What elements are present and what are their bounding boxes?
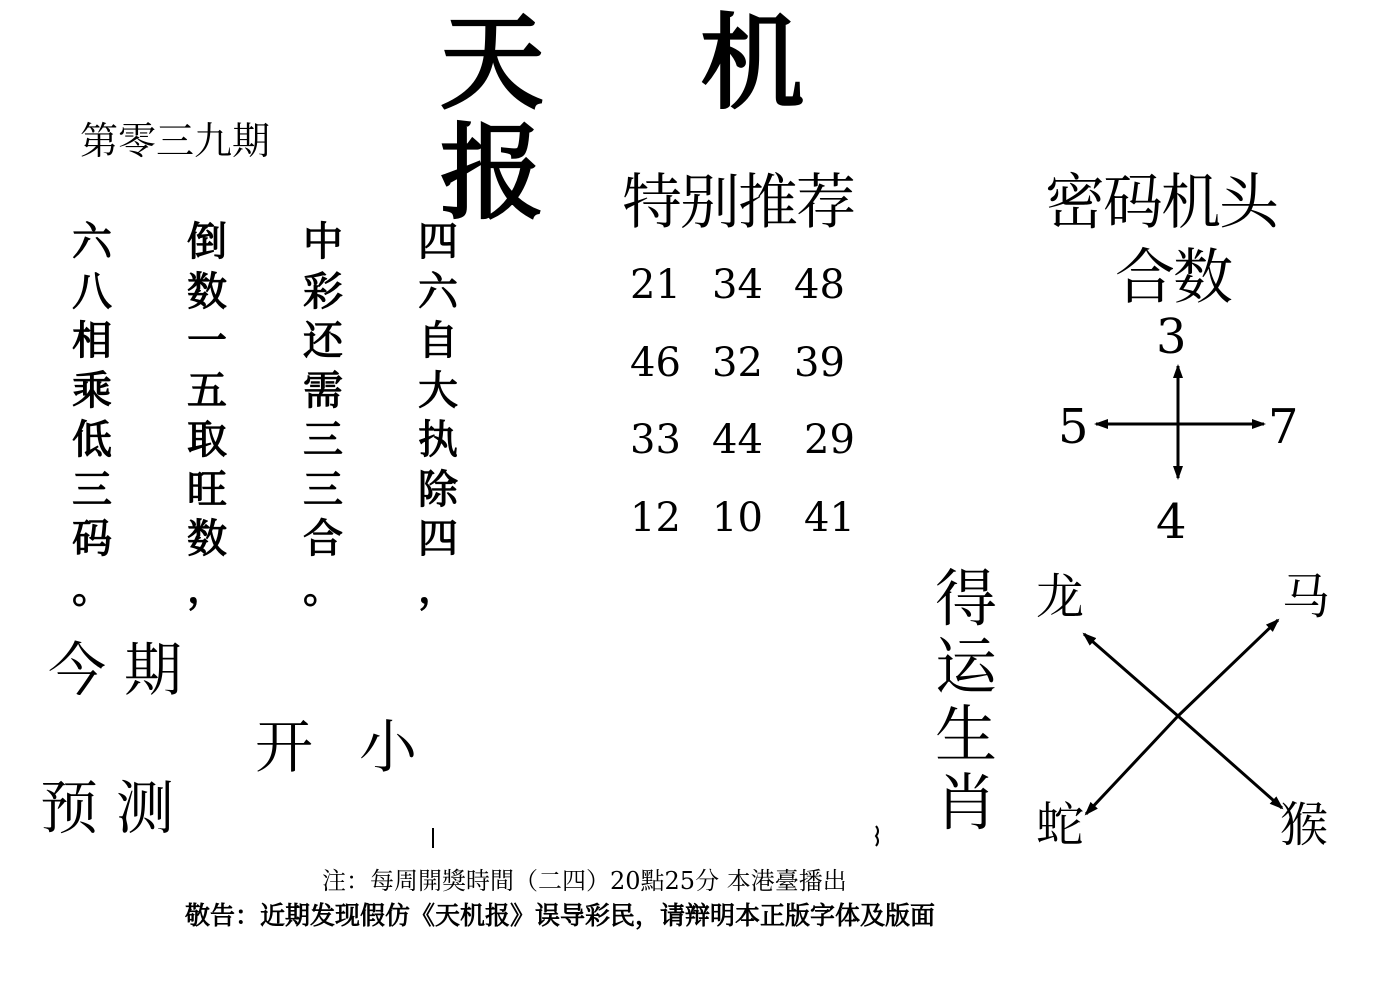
verse-char: 码 — [72, 516, 112, 562]
arrow-down-left — [1086, 716, 1178, 814]
diagonal-arrows — [1084, 620, 1282, 814]
lucky-title-char: 得 — [935, 562, 998, 635]
verse-char: 相 — [72, 318, 112, 364]
number-cell: 34 — [712, 262, 763, 308]
verse-char: 。 — [72, 565, 112, 612]
prediction-label-today: 今期 — [48, 636, 201, 704]
verse-char: ， — [418, 565, 458, 612]
verse-char: ， — [187, 565, 227, 612]
number-cell: 12 — [630, 495, 681, 541]
lucky-title-char: 运 — [935, 630, 998, 703]
verse-char: 数 — [187, 516, 227, 562]
zodiac-dragon: 龙 — [1036, 569, 1085, 625]
code-head-title: 密码机头 — [1045, 168, 1277, 238]
verse-char: 还 — [303, 318, 343, 364]
verse-char: 自 — [418, 318, 458, 364]
zodiac-monkey: 猴 — [1280, 797, 1329, 853]
verse-char: 旺 — [187, 466, 227, 513]
lucky-zodiac-title — [935, 562, 1001, 839]
verse-char: 八 — [72, 268, 112, 315]
cross-arrows — [1096, 366, 1264, 478]
number-cell: 48 — [794, 262, 845, 308]
number-cell: 10 — [712, 495, 763, 541]
verse-char: 。 — [303, 565, 343, 612]
verse-char: 彩 — [303, 268, 343, 315]
arrow-up-right — [1178, 620, 1278, 716]
verse-char: 六 — [418, 268, 458, 315]
verse-char: 数 — [187, 268, 227, 315]
issue-number: 第零三九期 — [80, 119, 271, 163]
code-head-right: 7 — [1268, 399, 1299, 455]
verse-char: 大 — [418, 367, 458, 414]
verse-char: 乘 — [72, 367, 112, 414]
number-cell: 21 — [630, 262, 681, 308]
verse-char: 中 — [303, 219, 343, 265]
verse-char: 倒 — [187, 219, 227, 265]
lucky-title-char: 生 — [935, 698, 998, 771]
number-cell: 29 — [804, 417, 855, 463]
page-title: 天 机 报 — [440, 1, 865, 234]
verse-char: 六 — [72, 219, 112, 265]
verse-char: 需 — [303, 367, 343, 414]
prediction-label-forecast: 预测 — [40, 774, 193, 842]
number-cell: 33 — [630, 417, 681, 463]
verse-char: 四 — [418, 516, 458, 562]
verse-char: 三 — [303, 417, 343, 463]
zodiac-snake: 蛇 — [1036, 797, 1085, 853]
number-cell: 32 — [712, 340, 763, 386]
number-cell: 44 — [712, 417, 763, 463]
special-recommend-title: 特别推荐 — [622, 168, 854, 238]
verse-char: 三 — [303, 466, 343, 513]
code-head-subtitle: 合数 — [1115, 243, 1231, 313]
code-head-left: 5 — [1058, 399, 1089, 455]
arrow-down-right — [1178, 716, 1282, 808]
code-head-top: 3 — [1156, 309, 1187, 365]
zodiac-horse: 马 — [1282, 569, 1331, 625]
verse-char: 三 — [72, 466, 112, 513]
verse-char: 执 — [418, 417, 458, 463]
verse-char: 取 — [187, 417, 227, 463]
verse-char: 除 — [418, 466, 458, 513]
prediction-value: 开小 — [255, 713, 464, 781]
broadcast-note: 注：每周開獎時間（二四）20點25分 本港臺播出 — [322, 867, 847, 895]
verse-char: 四 — [418, 219, 458, 265]
scan-mark — [876, 826, 878, 846]
verse-char: 一 — [187, 318, 227, 364]
counterfeit-notice: 敬告：近期发现假仿《天机报》误导彩民，请辩明本正版字体及版面 — [185, 901, 936, 930]
code-head-bottom: 4 — [1156, 494, 1187, 550]
number-cell: 41 — [804, 495, 855, 541]
verse-char: 合 — [303, 516, 343, 562]
number-cell: 46 — [630, 340, 681, 386]
verse-char: 五 — [187, 367, 227, 414]
verse-char: 低 — [72, 417, 112, 463]
arrow-up-left — [1084, 634, 1178, 716]
lucky-title-char: 肖 — [935, 766, 998, 839]
number-cell: 39 — [794, 340, 845, 386]
